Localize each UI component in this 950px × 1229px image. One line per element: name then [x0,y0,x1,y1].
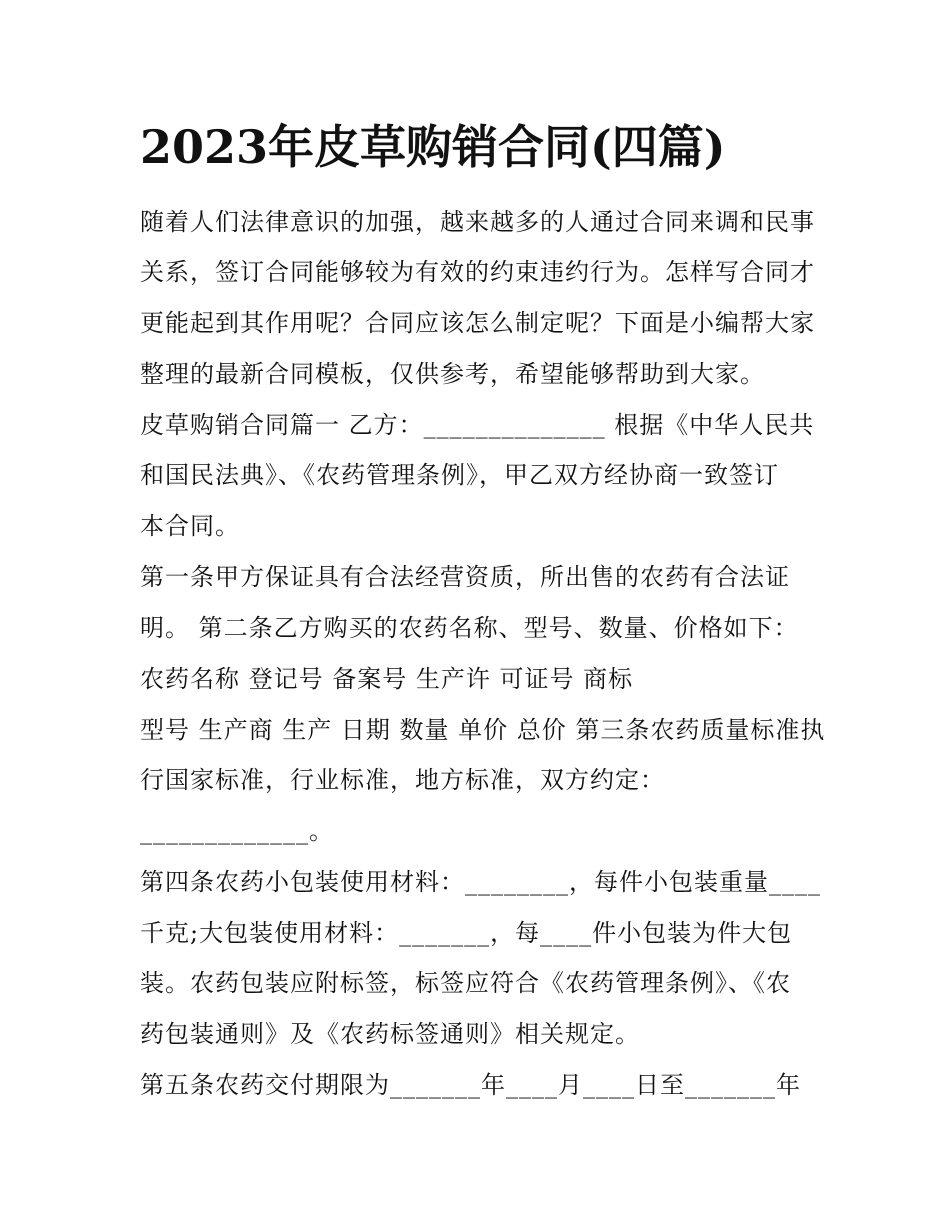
body-line: 型号 生产商 生产 日期 数量 单价 总价 第三条农药质量标准执 [140,716,826,744]
body-line: 随着人们法律意识的加强，越来越多的人通过合同来调和民事 [140,208,815,236]
body-line: 关系，签订合同能够较为有效的约束违约行为。怎样写合同才 [140,258,815,286]
body-line: 和国民法典》、《农药管理条例》，甲乙双方经协商一致签订 [140,461,779,489]
body-line: 整理的最新合同模板，仅供参考，希望能够帮助到大家。 [140,360,765,388]
body-line: _____________。 [140,817,334,845]
body-line: 皮草购销合同篇一 乙方：______________ 根据《中华人民共 [140,411,815,439]
body-line: 第一条甲方保证具有合法经营资质，所出售的农药有合法证 [140,563,790,591]
body-line: 本合同。 [140,512,240,540]
body-line: 明。 第二条乙方购买的农药名称、型号、数量、价格如下： [140,614,799,642]
body-line: 千克;大包装使用材料：_______，每____件小包装为件大包 [140,919,793,947]
body-line: 农药名称 登记号 备案号 生产许 可证号 商标 [140,665,634,693]
body-line: 第四条农药小包装使用材料：________，每件小包装重量____ [140,868,821,896]
body-line: 装。农药包装应附标签，标签应符合《农药管理条例》、《农 [140,969,791,997]
body-line: 药包装通则》及《农药标签通则》相关规定。 [140,1020,640,1048]
body-line: 第五条农药交付期限为_______年____月____日至_______年 [140,1071,801,1099]
document-title: 2023年皮草购销合同(四篇) [140,120,726,174]
body-line: 更能起到其作用呢？合同应该怎么制定呢？下面是小编帮大家 [140,309,815,337]
body-line: 行国家标准，行业标准，地方标准，双方约定： [140,766,665,794]
